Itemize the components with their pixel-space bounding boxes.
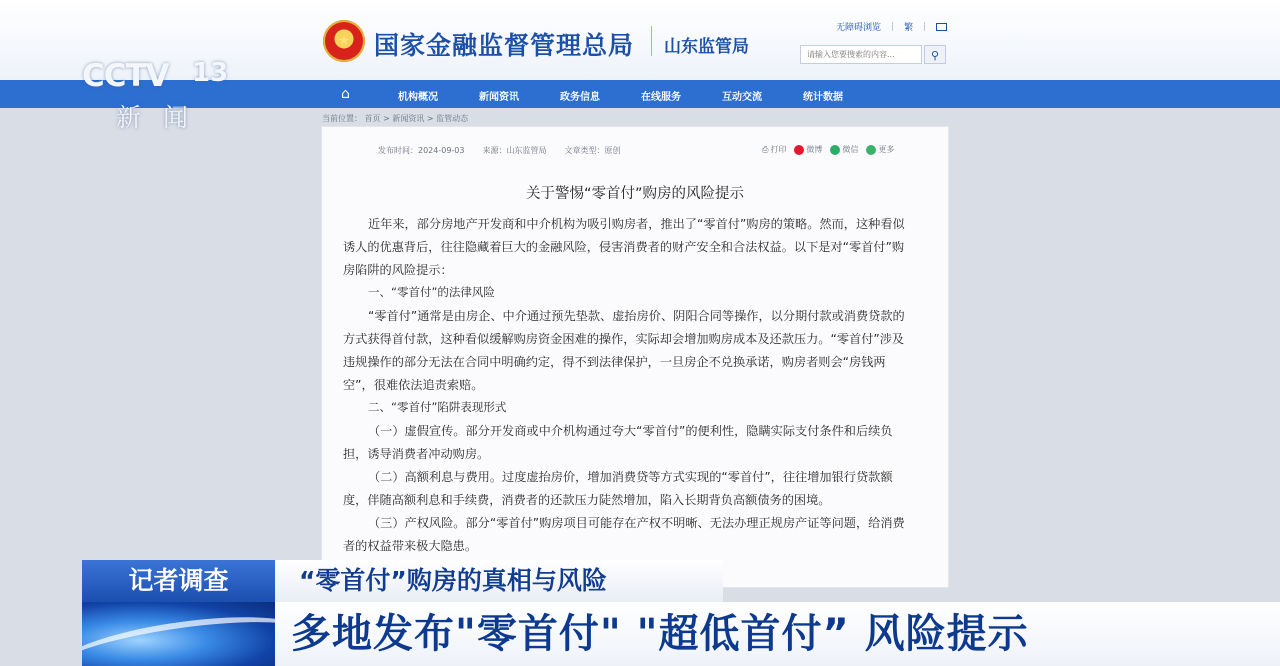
article-meta [378,145,621,156]
section-heading: 一、“零首付”的法律风险 [368,285,495,299]
body-line: 度，伴随高额利息和手续费，消费者的还款压力陡然增加，陷入长期背负高额债务的困境。 [343,493,831,507]
article-panel [322,127,948,587]
wechat-label: 微信 [842,145,859,154]
nav-item-about[interactable]: 机构概况 [398,92,438,103]
mail-icon[interactable] [936,23,947,31]
channel-name: 新闻 [116,103,211,132]
segment-tag: 记者调查 [82,560,275,602]
body-line: 违规操作的部分无法在合同中明确约定，得不到法律保护，一旦房企不兑换承诺，购房者则会“房钱两 [343,355,886,369]
search-icon[interactable]: ⚲ [924,45,946,64]
national-emblem-icon: ★ [323,20,365,62]
article-type: 文章类型：原创 [564,146,621,155]
body-line: （一）虚假宣传。部分开发商或中介机构通过夸大“零首付”的便利性，隐瞒实际支付条件和后续负 [368,424,893,438]
body-line: 担，诱导消费者冲动购房。 [343,447,490,461]
print-label: 打印 [770,145,787,154]
nav-item-interaction[interactable]: 互动交流 [722,92,762,103]
nav-item-online-service[interactable]: 在线服务 [641,92,681,103]
traditional-chinese-link[interactable]: 繁 [904,23,914,33]
lower-third-caption [0,560,1280,666]
body-line: （二）高额利息与费用。过度虚抬房价，增加消费贷等方式实现的“零首付”，往往增加银行贷款额 [368,470,893,484]
header-divider [651,26,652,56]
channel-number: 13 [192,58,229,88]
section-heading: 二、“零首付”陷阱表现形式 [368,400,507,414]
search-input[interactable] [800,45,922,64]
more-label: 更多 [878,145,895,154]
wechat-button[interactable] [830,144,858,155]
link-separator: | [891,21,895,32]
article-title: 关于警惕“零首付”购房的风险提示 [525,186,745,202]
publish-date: 发布时间：2024-09-03 [378,146,465,155]
weibo-label: 微博 [806,145,823,154]
nav-item-news[interactable]: 新闻资讯 [479,92,519,103]
nav-item-statistics[interactable]: 统计数据 [803,92,843,103]
cctv-logo [82,58,244,92]
swoosh-decoration [82,604,275,666]
body-line: 者的权益带来极大隐患。 [343,539,478,553]
weibo-button[interactable] [794,144,822,155]
breadcrumb: 当前位置： 首页 > 新闻资讯 > 监管动态 [322,114,469,123]
body-line: “零首付”通常是由房企、中介通过预先垫款、虚抬房价、阴阳合同等操作，以分期付款或消费贷款的 [368,309,905,323]
weibo-icon [794,145,804,155]
body-line: 近年来，部分房地产开发商和中介机构为吸引购房者，推出了“零首付”购房的策略。然而，这种看似 [368,217,905,231]
body-line: （三）产权风险。部分“零首付”购房项目可能存在产权不明晰、无法办理正规房产证等问题，给消费 [368,516,905,530]
accessibility-link[interactable]: 无障碍浏览 [836,23,882,33]
print-button[interactable] [762,144,786,155]
body-line: 空”，很难依法追责索赔。 [343,378,484,392]
home-icon[interactable]: ⌂ [341,86,350,102]
more-share-button[interactable] [866,144,894,155]
body-line: 房陷阱的风险提示： [343,263,453,277]
branch-name[interactable]: 山东监管局 [664,37,749,57]
globe-graphic [82,602,275,666]
share-bar [762,144,894,155]
cctv-wordmark: CCTV [82,58,169,94]
agency-name[interactable]: 国家金融监督管理总局 [374,31,635,60]
nav-item-government[interactable]: 政务信息 [560,92,600,103]
body-line: 方式获得首付款，这种看似缓解购房资金困难的操作，实际却会增加购房成本及还款压力。“零首付”涉及 [343,332,905,346]
top-links [836,20,947,33]
segment-subtitle: “零首付”购房的真相与风险 [275,560,723,602]
news-headline: 多地发布"零首付" "超低首付” 风险提示 [275,602,1280,666]
printer-icon: ⎙ [762,144,769,154]
body-line: 诱人的优惠背后，往往隐藏着巨大的金融风险，侵害消费者的财产安全和合法权益。以下是对“零首付”购 [343,240,905,254]
link-separator: | [923,21,927,32]
wechat-icon [830,145,840,155]
article-source: 来源：山东监管局 [482,146,547,155]
more-icon [866,145,876,155]
